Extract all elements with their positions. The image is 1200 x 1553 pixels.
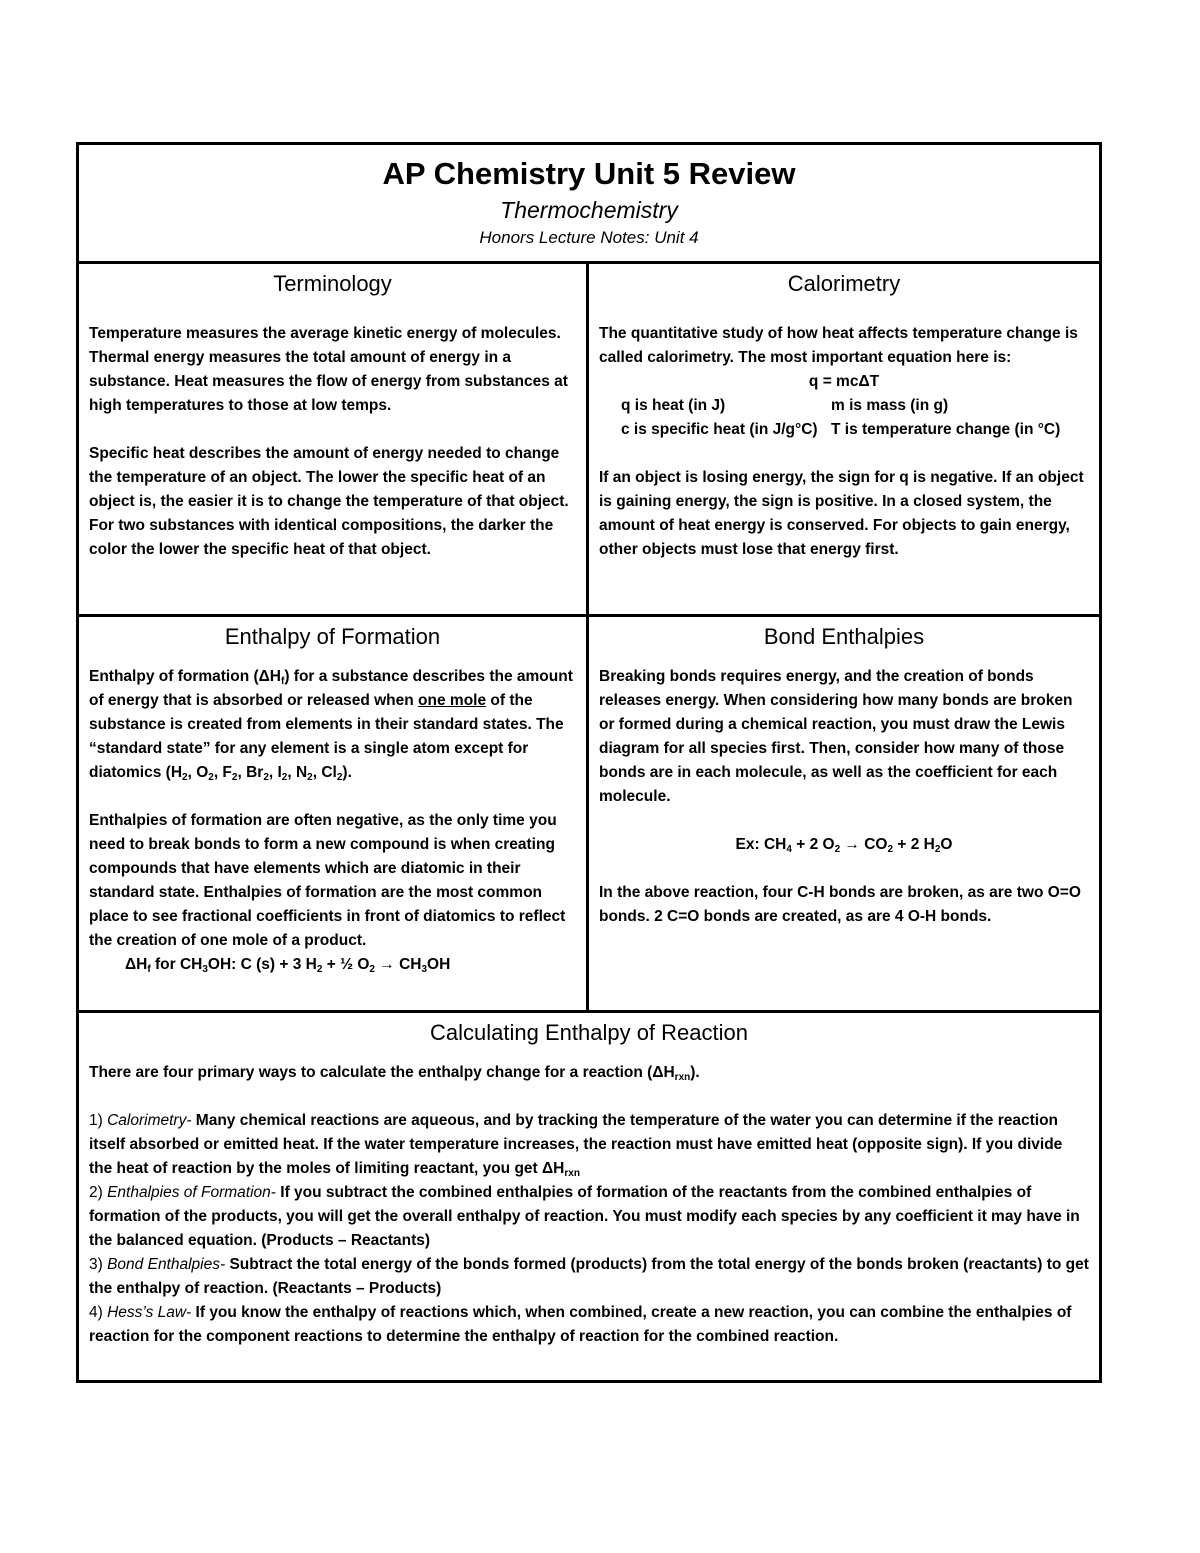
one-mole-underline: one mole: [418, 692, 487, 709]
calorimetry-section: [589, 264, 1099, 617]
formation-paragraph-1: Enthalpy of formation $(\Delta H_f)$ for a substance describes the amount of energy that is absorbed or released when one mole of the substance is created from elements in their standard states. The “standard state” for any element is a single atom except for diatomics ($H_2$, $O_2$, $F_2$, $Br_2$, $I_2$, $N_2$, $Cl_2$).: [89, 668, 573, 783]
bond-section: [589, 617, 1099, 1013]
terminology-paragraph-2: Specific heat describes the amount of energy needed to change the temperature of an object. The lower the specific heat of an object is, the easier it is to change the temperature of that object. For two substances with identical compositions, the darker the color the lower the specific heat of that object.: [89, 445, 569, 558]
terminology-title: Terminology: [273, 271, 392, 296]
method-bond-enthalpies: 3) Bond Enthalpies- Subtract the total energy of the bonds formed (products) from the total energy of the bonds broken (reactants) to get the enthalpy of reaction. (Reactants – Products): [89, 1256, 1089, 1297]
calorimetry-title: Calorimetry: [787, 271, 901, 296]
formation-example: $\Delta H_f$ for $CH_3OH$: C (s) + 3 $H_2$ + ½ $O_2 \to CH_3OH$: [125, 956, 451, 975]
reaction-title: Calculating Enthalpy of Reaction: [430, 1020, 748, 1045]
bond-title: Bond Enthalpies: [763, 624, 925, 649]
definition-q: q is heat (in J): [621, 397, 726, 414]
header: [79, 145, 1099, 264]
terminology-section: [79, 264, 589, 617]
definition-row-1: [599, 394, 1089, 418]
calorimetry-equation: q = mcΔT: [808, 373, 880, 390]
terminology-paragraph-1: Temperature measures the average kinetic energy of molecules. Thermal energy measures the total amount of energy in a substance. Heat measures the flow of energy from substances at high temperatures to those at low temps.: [89, 325, 568, 414]
method-calorimetry: 1) Calorimetry- Many chemical reactions are aqueous, and by tracking the temperature of the water you can determine if the reaction itself absorbed or emitted heat. If the water temperature increases, the reaction must have emitted heat (opposite sign). If you divide the heat of reaction by the moles of limiting reactant, you get $\Delta H_{rxn}$: [89, 1112, 1063, 1179]
method-formation: 2) Enthalpies of Formation- If you subtract the combined enthalpies of formation of the reactants from the combined enthalpies of formation of the products, you will get the overall enthalpy of reaction. You must modify each species by any coefficient it may have in the balanced equation. (Products – Reactants): [89, 1184, 1080, 1249]
reaction-section: [79, 1013, 1099, 1380]
calorimetry-paragraph-1: The quantitative study of how heat affects temperature change is called calorimetry. The most important equation here is:: [599, 325, 1078, 366]
reaction-intro: There are four primary ways to calculate the enthalpy change for a reaction $(\Delta H_{rxn})$.: [89, 1064, 700, 1083]
calorimetry-paragraph-2: If an object is losing energy, the sign for q is negative. If an object is gaining energy, the sign is positive. In a closed system, the amount of heat energy is conserved. For objects to gain energy, other objects must lose that energy first.: [599, 469, 1084, 558]
page-title: AP Chemistry Unit 5 Review: [382, 156, 796, 191]
bond-example: Ex: $CH_4 + 2$ $O_2 \to CO_2 + 2$ $H_2O$: [735, 836, 953, 855]
bond-paragraph-2: In the above reaction, four C-H bonds are broken, as are two O=O bonds. 2 C=O bonds are created, as are 4 O-H bonds.: [599, 884, 1081, 925]
formation-title: Enthalpy of Formation: [224, 624, 441, 649]
definition-c: c is specific heat (in J/g°C): [621, 421, 818, 438]
review-sheet: [76, 142, 1102, 1383]
page-note: Honors Lecture Notes: Unit 4: [479, 228, 699, 247]
formation-paragraph-2: Enthalpies of formation are often negative, as the only time you need to break bonds to form a new compound is when creating compounds that have elements which are diatomic in their standard state. Enthalpies of formation are the most common place to see fractional coefficients in front of diatomics to reflect the creation of one mole of a product.: [89, 812, 566, 949]
definition-t: T is temperature change (in °C): [831, 421, 1061, 438]
definition-row-2: [599, 418, 1089, 442]
method-hess-law: 4) Hess’s Law- If you know the enthalpy of reactions which, when combined, create a new reaction, you can combine the enthalpies of reaction for the component reactions to determine the enthalpy of reaction for the combined reaction.: [89, 1304, 1072, 1345]
page-subtitle: Thermochemistry: [500, 197, 678, 223]
formation-section: [79, 617, 589, 1013]
definition-m: m is mass (in g): [831, 397, 949, 414]
bond-paragraph-1: Breaking bonds requires energy, and the creation of bonds releases energy. When considering how many bonds are broken or formed during a chemical reaction, you must draw the Lewis diagram for all species first. Then, consider how many of those bonds are in each molecule, as well as the coefficient for each molecule.: [599, 668, 1073, 805]
